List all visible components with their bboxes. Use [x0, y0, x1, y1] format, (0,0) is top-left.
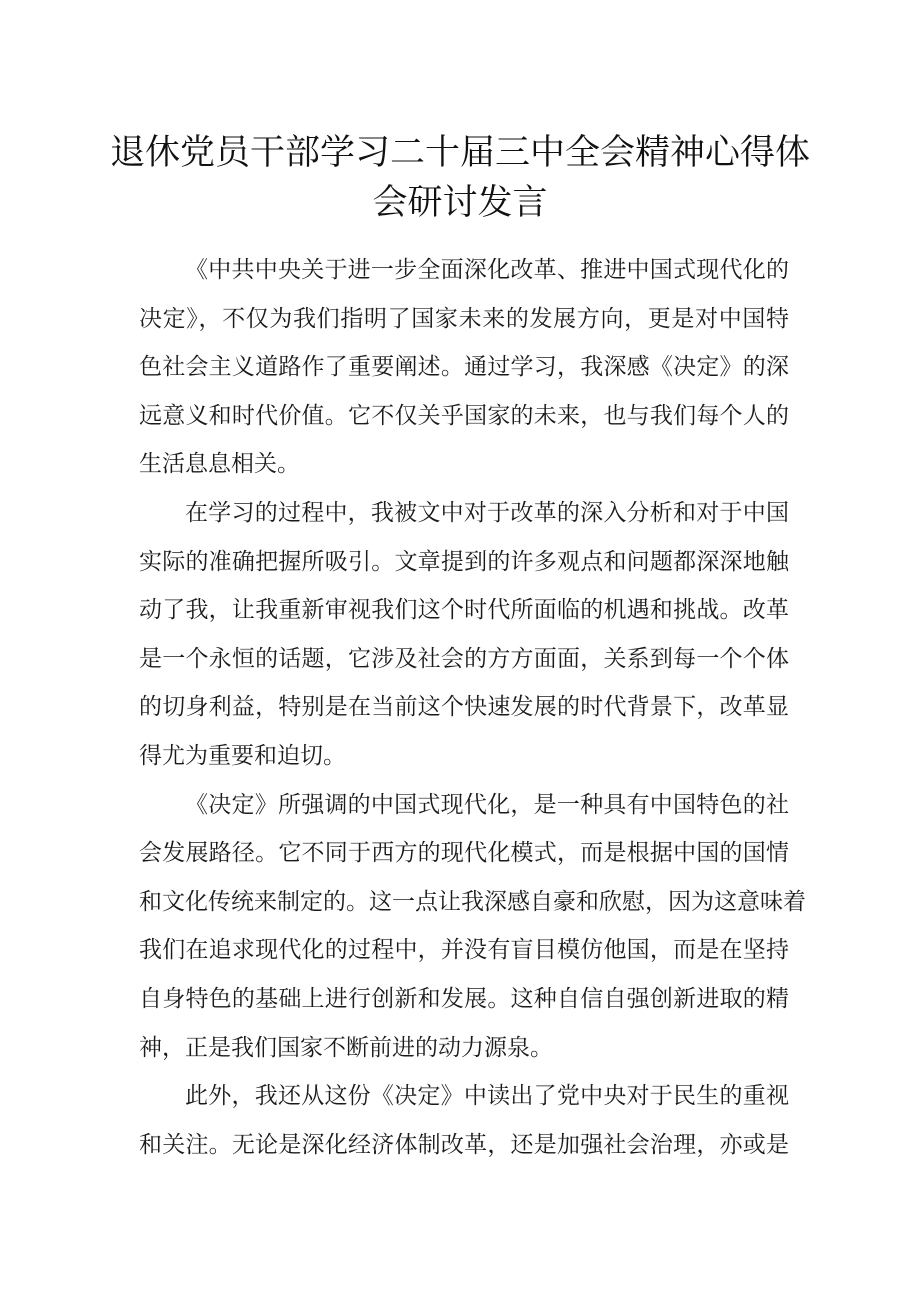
paragraph-line: 和关注。无论是深化经济体制改革，还是加强社会治理，亦或是 [139, 1131, 789, 1158]
paragraph-line: 远意义和时代价值。它不仅关乎国家的未来，也与我们每个人的 [139, 402, 789, 429]
paragraph-line: 得尤为重要和迫切。 [139, 742, 346, 769]
title-line-1: 退休党员干部学习二十届三中全会精神心得体 [109, 133, 810, 173]
paragraph-line: 《中共中央关于进一步全面深化改革、推进中国式现代化的 [185, 257, 789, 283]
paragraph-line: 自身特色的基础上进行创新和发展。这种自信自强创新进取的精 [139, 985, 789, 1012]
title-line-2: 会研讨发言 [372, 183, 548, 223]
paragraph-line: 神，正是我们国家不断前进的动力源泉。 [139, 1034, 553, 1061]
document-title [100, 128, 820, 228]
paragraph-line: 我们在追求现代化的过程中，并没有盲目模仿他国，而是在坚持 [139, 937, 789, 964]
paragraph-3 [139, 781, 806, 1073]
paragraph-line: 会发展路径。它不同于西方的现代化模式，而是根据中国的国情 [139, 840, 789, 867]
paragraph-line: 色社会主义道路作了重要阐述。通过学习，我深感《决定》的深 [139, 354, 789, 381]
paragraph-1 [139, 246, 789, 489]
paragraph-line: 在学习的过程中，我被文中对于改革的深入分析和对于中国 [185, 499, 789, 526]
paragraph-line: 实际的准确把握所吸引。文章提到的许多观点和问题都深深地触 [139, 548, 789, 575]
paragraph-4 [139, 1072, 789, 1169]
paragraph-line: 和文化传统来制定的。这一点让我深感自豪和欣慰，因为这意味着 [139, 888, 806, 915]
paragraph-line: 是一个永恒的话题，它涉及社会的方方面面，关系到每一个个体 [139, 645, 789, 672]
paragraph-line: 决定》，不仅为我们指明了国家未来的发展方向，更是对中国特 [139, 305, 789, 332]
paragraph-line: 《决定》所强调的中国式现代化，是一种具有中国特色的社 [185, 791, 789, 818]
paragraph-line: 此外，我还从这份《决定》中读出了党中央对于民生的重视 [185, 1083, 789, 1110]
paragraph-line: 动了我，让我重新审视我们这个时代所面临的机遇和挑战。改革 [139, 597, 789, 624]
paragraph-line: 生活息息相关。 [139, 451, 300, 478]
paragraph-2 [139, 489, 789, 781]
document-body [139, 246, 806, 1169]
paragraph-line: 的切身利益，特别是在当前这个快速发展的时代背景下，改革显 [139, 694, 789, 721]
